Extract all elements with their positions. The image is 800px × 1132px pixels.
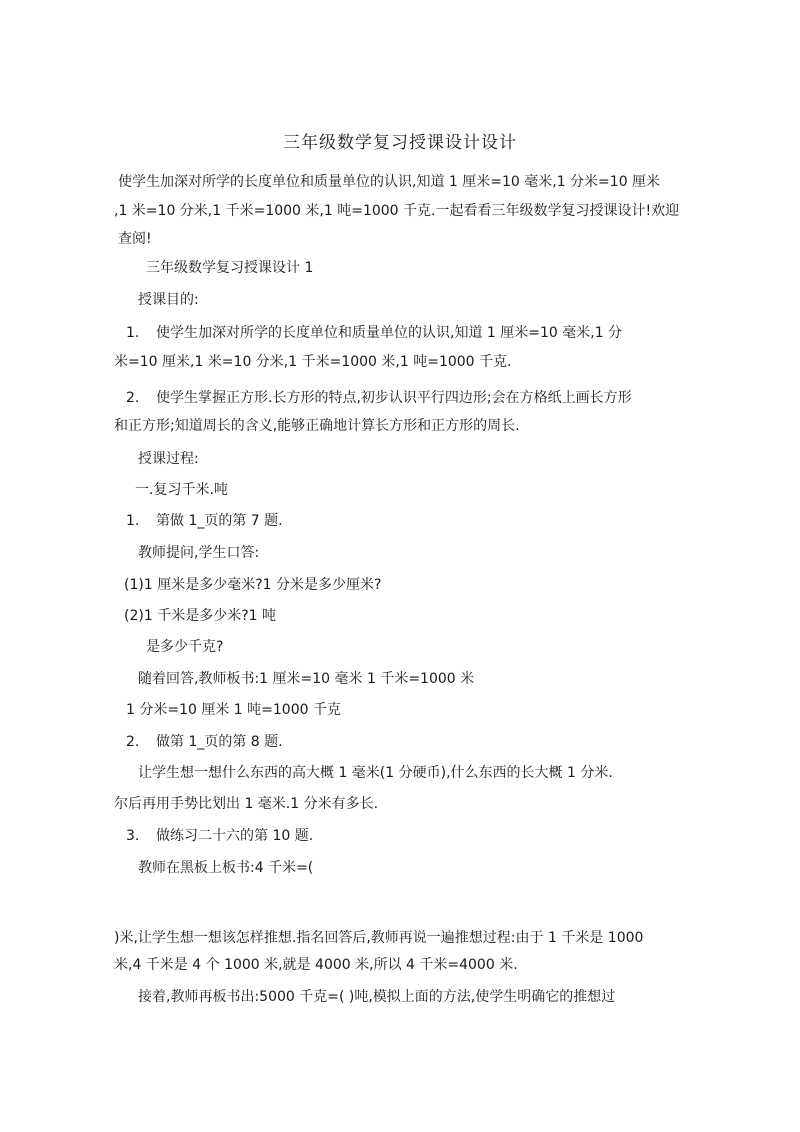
board-notes-1: 随着回答,教师板书:1 厘米=10 毫米 1 千米=1000 米 bbox=[138, 671, 475, 687]
step-3-number: 3. bbox=[126, 828, 140, 844]
process-label: 授课过程: bbox=[138, 451, 199, 467]
question-1: (1)1 厘米是多少毫米?1 分米是多少厘米? bbox=[124, 577, 382, 593]
intro-line-3: 查阅! bbox=[118, 231, 152, 247]
part-one-heading: 一.复习千米.吨 bbox=[135, 482, 228, 498]
objective-2-line-2: 和正方形;知道周长的含义,能够正确地计算长方形和正方形的周长. bbox=[114, 418, 520, 434]
objective-2-line-1 bbox=[126, 388, 632, 408]
step-1-text: 第做 1_页的第 7 题. bbox=[156, 513, 283, 529]
inference-line-2: 米,4 千米是 4 个 1000 米,就是 4000 米,所以 4 千米=4000 米. bbox=[114, 957, 518, 973]
step-2-text: 做第 1_页的第 8 题. bbox=[156, 734, 283, 750]
step-2 bbox=[126, 732, 283, 752]
objective-1-text: 使学生加深对所学的长度单位和质量单位的认识,知道 1 厘米=10 毫米,1 分 bbox=[156, 325, 623, 341]
objective-1-line-2: 米=10 厘米,1 米=10 分米,1 千米=1000 米,1 吨=1000 千克. bbox=[114, 354, 512, 370]
board-notes-2: 1 分米=10 厘米 1 吨=1000 千克 bbox=[126, 702, 341, 718]
teacher-question-intro: 教师提问,学生口答: bbox=[138, 545, 260, 561]
think-line-2: 尔后再用手势比划出 1 毫米.1 分米有多长. bbox=[114, 796, 379, 812]
page-title: 三年级数学复习授课设计设计 bbox=[283, 133, 517, 153]
step-3-text: 做练习二十六的第 10 题. bbox=[156, 828, 314, 844]
objective-1-line-1 bbox=[126, 323, 622, 343]
objective-1-number: 1. bbox=[126, 325, 140, 341]
step-1-number: 1. bbox=[126, 513, 140, 529]
next-example-line: 接着,教师再板书出:5000 千克=( )吨,模拟上面的方法,使学生明确它的推想过 bbox=[138, 989, 616, 1005]
objective-label: 授课目的: bbox=[138, 292, 199, 308]
inference-line-1: )米,让学生想一想该怎样推想.指名回答后,教师再说一遍推想过程:由于 1 千米是 1000 bbox=[114, 930, 644, 946]
intro-line-1: 使学生加深对所学的长度单位和质量单位的认识,知道 1 厘米=10 毫米,1 分米=10 厘米 bbox=[118, 174, 661, 190]
step-1 bbox=[126, 511, 283, 531]
question-2: (2)1 千米是多少米?1 吨 bbox=[124, 608, 276, 624]
board-notes-3: 教师在黑板上板书:4 千米=( bbox=[138, 860, 314, 876]
objective-2-number: 2. bbox=[126, 390, 140, 406]
question-2-continued: 是多少千克? bbox=[146, 639, 224, 655]
objective-2-text: 使学生掌握正方形.长方形的特点,初步认识平行四边形;会在方格纸上画长方形 bbox=[156, 390, 632, 406]
intro-line-2: ,1 米=10 分米,1 千米=1000 米,1 吨=1000 千克.一起看看三年级数学复习授课设计!欢迎 bbox=[114, 203, 680, 219]
think-line-1: 让学生想一想什么东西的高大概 1 毫米(1 分硬币),什么东西的长大概 1 分米. bbox=[138, 765, 613, 781]
step-2-number: 2. bbox=[126, 734, 140, 750]
section-heading: 三年级数学复习授课设计 1 bbox=[146, 260, 314, 276]
step-3 bbox=[126, 826, 313, 846]
